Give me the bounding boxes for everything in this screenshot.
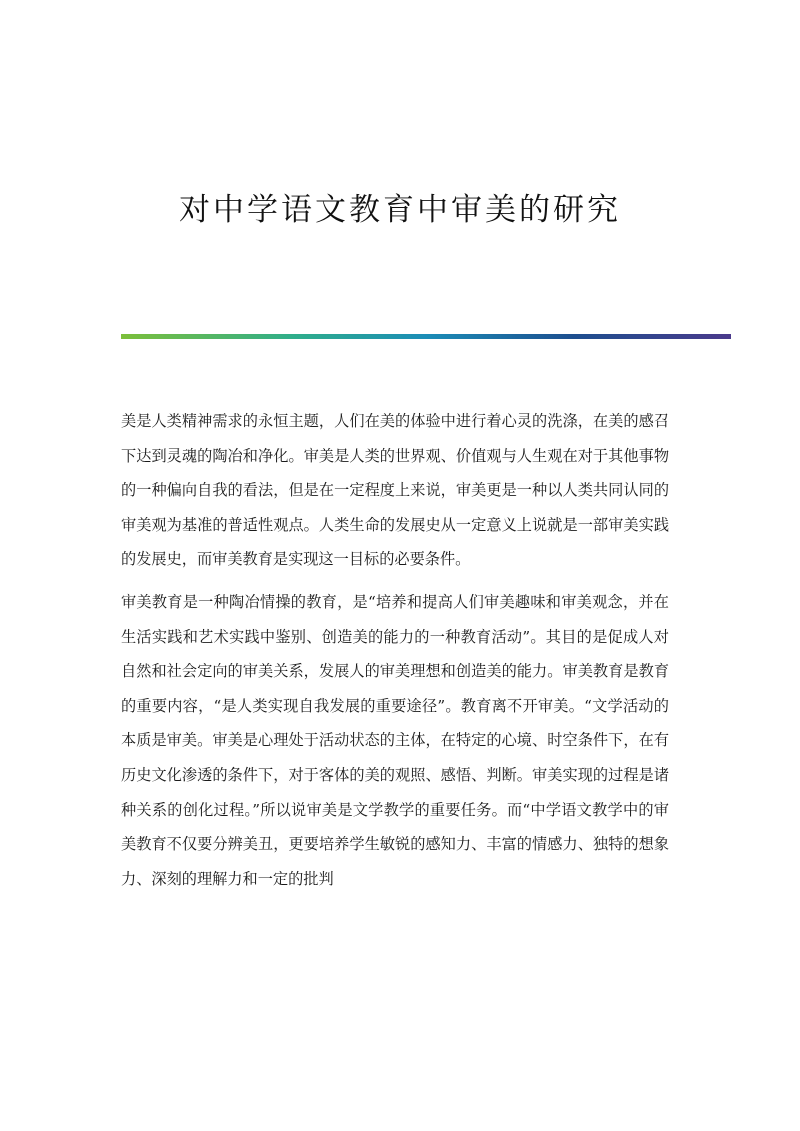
document-title: 对中学语文教育中审美的研究 bbox=[179, 192, 621, 228]
document-body bbox=[121, 404, 669, 904]
paragraph-2: 审美教育是一种陶冶情操的教育，是“培养和提高人们审美趣味和审美观念，并在生活实践和艺术实践中鉴别、创造美的能力的一种教育活动”。其目的是促成人对自然和社会定向的审美关系，发展人的审美理想和创造美的能力。审美教育是教育的重要内容，“是人类实现自我发展的重要途径”。教育离不开审美。“文学活动的本质是审美。审美是心理处于活动状态的主体，在特定的心境、时空条件下，在有历史文化渗透的条件下，对于客体的美的观照、感悟、判断。审美实现的过程是诸种关系的创化过程。”所以说审美是文学教学的重要任务。而“中学语文教学中的审美教育不仅要分辨美丑，更要培养学生敏锐的感知力、丰富的情感力、独特的想象力、深刻的理解力和一定的批判 bbox=[121, 592, 669, 888]
paragraph-1: 美是人类精神需求的永恒主题，人们在美的体验中进行着心灵的洗涤，在美的感召下达到灵魂的陶冶和净化。审美是人类的世界观、价值观与人生观在对于其他事物的一种偏向自我的看法，但是在一定程度上来说，审美更是一种以人类共同认同的审美观为基准的普适性观点。人类生命的发展史从一定意义上说就是一部审美实践的发展史，而审美教育是实现这一目标的必要条件。 bbox=[121, 412, 669, 569]
title-divider bbox=[121, 334, 731, 339]
